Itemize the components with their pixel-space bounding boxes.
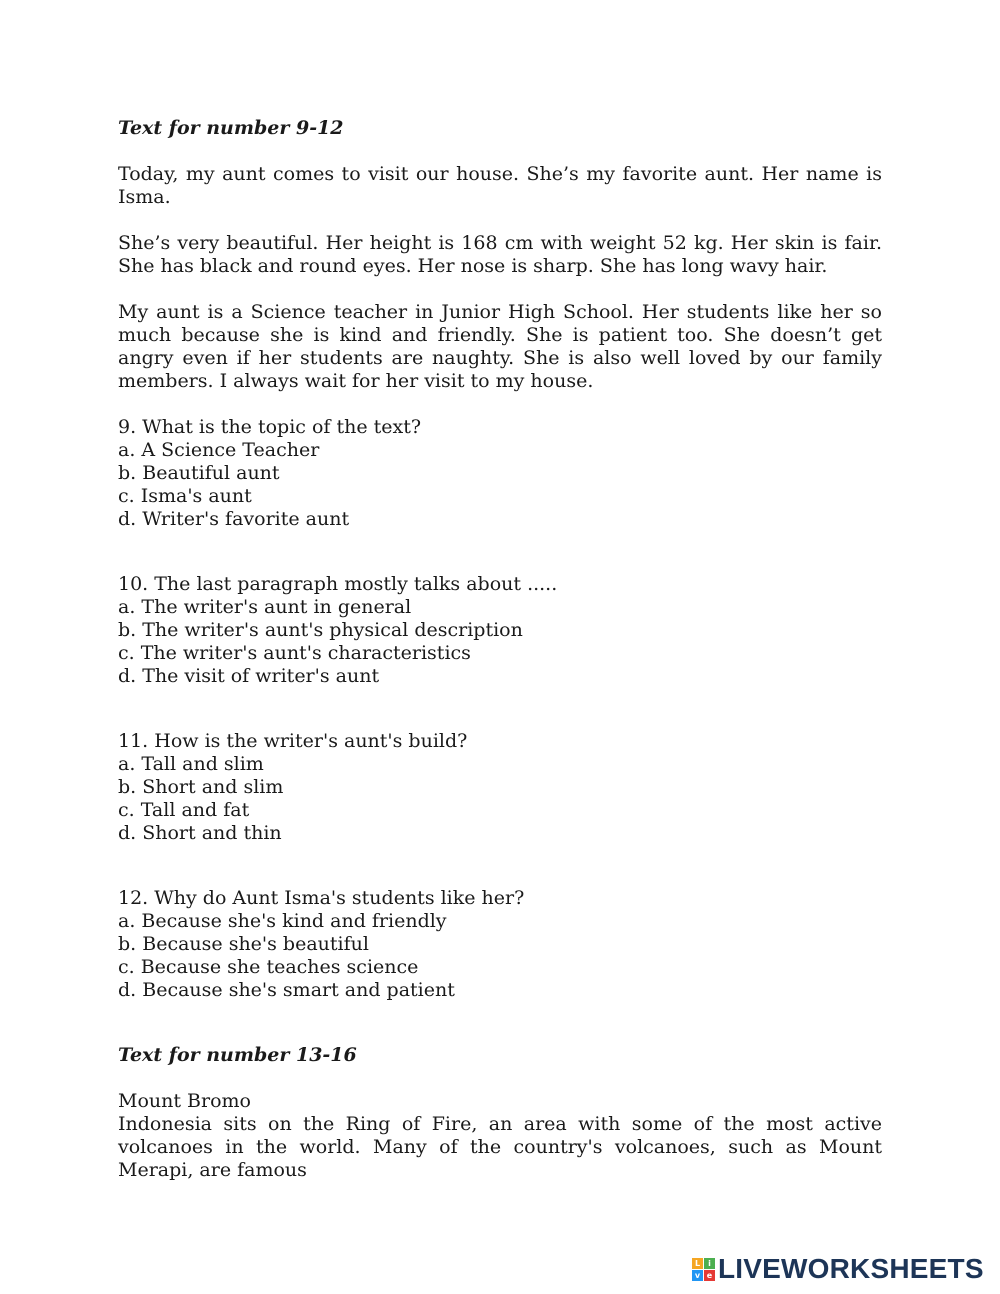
liveworksheets-logo-mark-icon — [692, 1258, 715, 1281]
option-b[interactable]: b. Because she's beautiful — [118, 933, 369, 955]
logo-mark-cell: e — [704, 1270, 715, 1281]
section1-paragraph-3: My aunt is a Science teacher in Junior High School. Her students like her so much because she is kind and friendly. She is patient too. She doesn’t get angry even if her students are naughty. She is also well loved by our family members. I always wait for her visit to my house. — [118, 301, 882, 392]
question-10 — [118, 573, 882, 688]
option-a[interactable]: a. The writer's aunt in general — [118, 596, 412, 618]
question-text: 10. The last paragraph mostly talks about ..... — [118, 573, 558, 595]
logo-mark-cell: v — [692, 1270, 703, 1281]
option-c[interactable]: c. Isma's aunt — [118, 485, 252, 507]
question-9 — [118, 416, 882, 531]
section1-heading: Text for number 9-12 — [118, 117, 344, 139]
option-c[interactable]: c. The writer's aunt's characteristics — [118, 642, 471, 664]
question-12 — [118, 887, 882, 1002]
worksheet-page — [118, 117, 882, 1182]
logo-mark-cell: i — [704, 1258, 715, 1269]
question-text: 9. What is the topic of the text? — [118, 416, 422, 438]
section1-paragraph-1: Today, my aunt comes to visit our house. She’s my favorite aunt. Her name is Isma. — [118, 163, 882, 208]
option-b[interactable]: b. Short and slim — [118, 776, 284, 798]
logo-mark-cell: L — [692, 1258, 703, 1269]
liveworksheets-logo — [692, 1254, 984, 1284]
option-a[interactable]: a. A Science Teacher — [118, 439, 320, 461]
section1-paragraph-2: She’s very beautiful. Her height is 168 cm with weight 52 kg. Her skin is fair. She has black and round eyes. Her nose is sharp. She has long wavy hair. — [118, 232, 882, 277]
option-b[interactable]: b. The writer's aunt's physical description — [118, 619, 523, 641]
option-d[interactable]: d. Short and thin — [118, 822, 282, 844]
question-text: 12. Why do Aunt Isma's students like her? — [118, 887, 525, 909]
option-a[interactable]: a. Tall and slim — [118, 753, 264, 775]
option-b[interactable]: b. Beautiful aunt — [118, 462, 280, 484]
section2-paragraph: Indonesia sits on the Ring of Fire, an area with some of the most active volcanoes in the world. Many of the country's volcanoes, such as Mount Merapi, are famous — [118, 1113, 882, 1181]
option-c[interactable]: c. Because she teaches science — [118, 956, 419, 978]
option-d[interactable]: d. Writer's favorite aunt — [118, 508, 350, 530]
section2-heading: Text for number 13-16 — [118, 1044, 357, 1066]
option-d[interactable]: d. Because she's smart and patient — [118, 979, 455, 1001]
section2-title: Mount Bromo — [118, 1090, 251, 1112]
option-d[interactable]: d. The visit of writer's aunt — [118, 665, 380, 687]
option-a[interactable]: a. Because she's kind and friendly — [118, 910, 447, 932]
option-c[interactable]: c. Tall and fat — [118, 799, 250, 821]
question-text: 11. How is the writer's aunt's build? — [118, 730, 468, 752]
logo-text: LIVEWORKSHEETS — [718, 1253, 984, 1284]
question-11 — [118, 730, 882, 845]
